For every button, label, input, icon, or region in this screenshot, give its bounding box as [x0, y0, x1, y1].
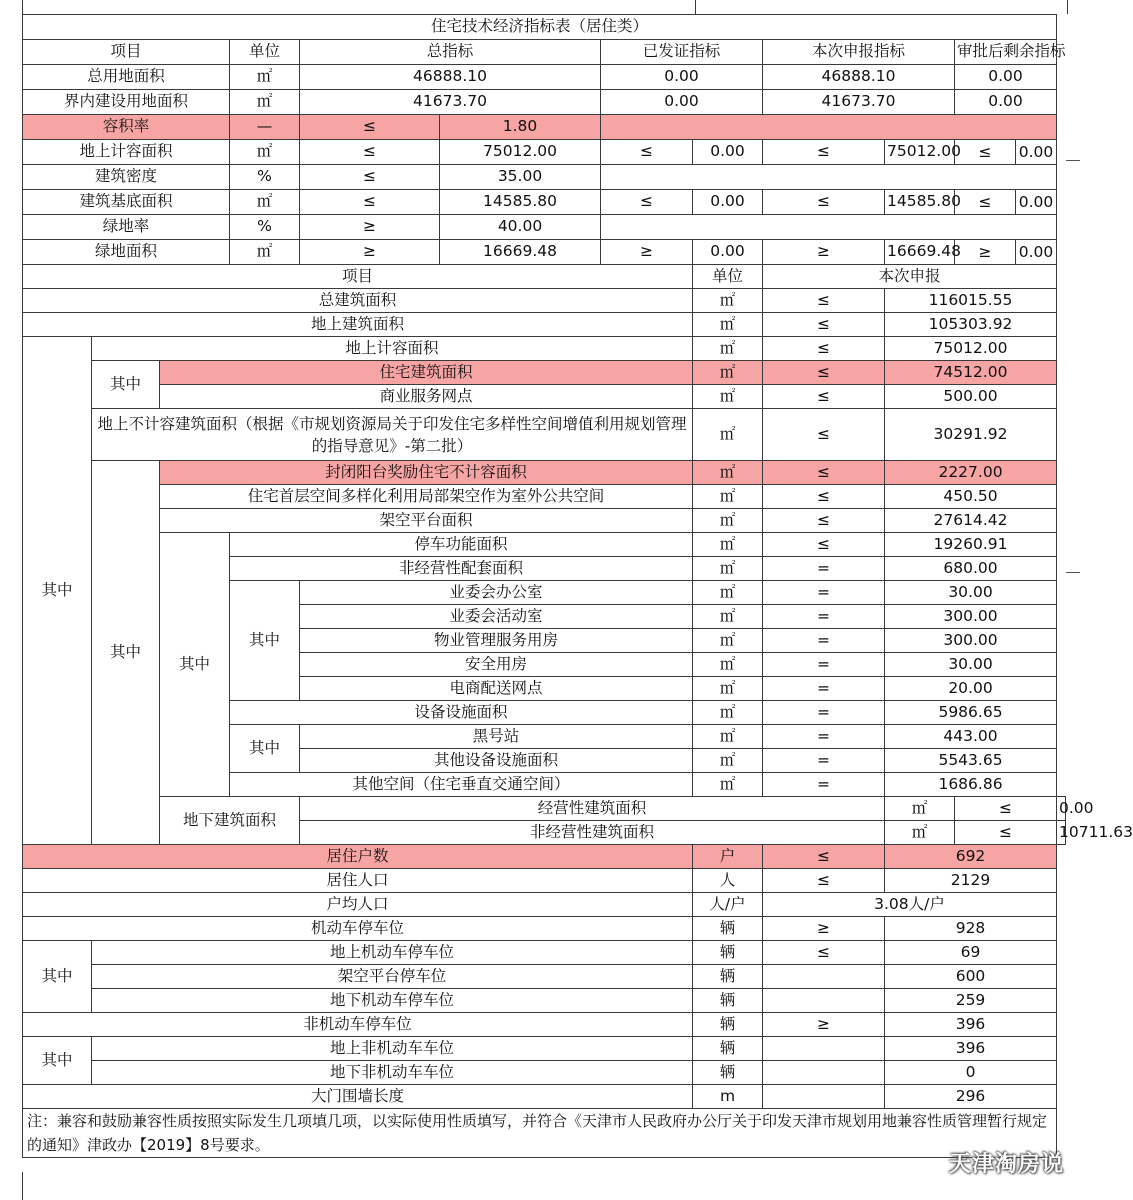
- group-label: 其中: [160, 533, 230, 797]
- table-row: 非经营性配套面积 ㎡ = 680.00: [23, 557, 1066, 581]
- underground-label: 地下建筑面积: [160, 797, 300, 845]
- col-header-remaining: 审批后剩余指标: [955, 40, 1057, 65]
- top-header-row: [23, 40, 1066, 65]
- empty-cell: [601, 165, 1057, 190]
- table-row: 其他设备设施面积 ㎡ = 5543.65: [23, 749, 1066, 773]
- bottom-header-row: [23, 265, 1066, 289]
- table-row: 居住人口 人 ≤ 2129: [23, 869, 1066, 893]
- table-row: 绿地面积 ㎡ ≥ 16669.48 ≥ 0.00 ≥ 16669.48 ≥ 0.00: [23, 240, 1066, 265]
- table-row: 其中 地上机动车停车位 辆 ≤ 69: [23, 941, 1066, 965]
- empty-cell: [601, 215, 1057, 240]
- table-row: 物业管理服务用房 ㎡ = 300.00: [23, 629, 1066, 653]
- table-row: 其中 地上计容面积 ㎡ ≤ 75012.00: [23, 337, 1066, 361]
- table-row: 业委会活动室 ㎡ = 300.00: [23, 605, 1066, 629]
- group-label: 其中: [230, 725, 300, 773]
- table-row: 其他空间（住宅垂直交通空间） ㎡ = 1686.86: [23, 773, 1066, 797]
- col-header-item-2: 项目: [23, 265, 693, 289]
- table-row: 地上建筑面积 ㎡ ≤ 105303.92: [23, 313, 1066, 337]
- table-row: 其中 停车功能面积 ㎡ ≤ 19260.91: [23, 533, 1066, 557]
- table-row: 建筑密度 % ≤ 35.00: [23, 165, 1066, 190]
- empty-cell: [601, 115, 1057, 140]
- col-header-report: 本次申报: [763, 265, 1057, 289]
- edge-mark: [1066, 572, 1080, 573]
- table-row: 地下机动车停车位 辆 259: [23, 989, 1066, 1013]
- table-row: 界内建设用地面积 ㎡ 41673.70 0.00 41673.70 0.00: [23, 90, 1066, 115]
- table-row: 非经营性建筑面积 ㎡ ≤ 10711.63: [23, 821, 1066, 845]
- table-row: 地下非机动车车位 辆 0: [23, 1061, 1066, 1085]
- indicator-table: [22, 14, 1133, 1158]
- col-header-unit: 单位: [230, 40, 300, 65]
- table-row: 居住户数 户 ≤ 692: [23, 845, 1066, 869]
- table-row: 架空平台停车位 辆 600: [23, 965, 1066, 989]
- edge-mark: [1066, 160, 1080, 161]
- table-row: 总用地面积 ㎡ 46888.10 0.00 46888.10 0.00: [23, 65, 1066, 90]
- table-row: 地上不计容建筑面积（根据《市规划资源局关于印发住宅多样性空间增值利用规划管理的指导意见》-第二批） ㎡ ≤ 30291.92: [23, 409, 1066, 461]
- col-header-issued: 已发证指标: [601, 40, 763, 65]
- table-row: 绿地率 % ≥ 40.00: [23, 215, 1066, 240]
- table-row: 其中 黑号站 ㎡ = 443.00: [23, 725, 1066, 749]
- sheet-top-edge: [22, 0, 1068, 14]
- table-row: 安全用房 ㎡ = 30.00: [23, 653, 1066, 677]
- group-label: 其中: [23, 337, 92, 845]
- group-label: 其中: [230, 581, 300, 701]
- footnote: 注：兼容和鼓励兼容性质按照实际发生几项填几项，以实际使用性质填写，并符合《天津市人民政府办公厅关于印发天津市规划用地兼容性质管理暂行规定的通知》津政办【2019】8号要求。: [23, 1109, 1057, 1158]
- col-header-unit-2: 单位: [693, 265, 763, 289]
- table-row: 户均人口 人/户 3.08人/户: [23, 893, 1066, 917]
- table-row: 住宅首层空间多样化利用局部架空作为室外公共空间 ㎡ ≤ 450.50: [23, 485, 1066, 509]
- table-row: 电商配送网点 ㎡ = 20.00: [23, 677, 1066, 701]
- table-row: 容积率 — ≤ 1.80: [23, 115, 1066, 140]
- table-row: 架空平台面积 ㎡ ≤ 27614.42: [23, 509, 1066, 533]
- table-row: 其中 封闭阳台奖励住宅不计容面积 ㎡ ≤ 2227.00: [23, 461, 1066, 485]
- table-row: 其中 地上非机动车车位 辆 396: [23, 1037, 1066, 1061]
- sheet-left-edge: [22, 1172, 23, 1200]
- table-title: 住宅技术经济指标表（居住类）: [23, 15, 1057, 40]
- table-row: 总建筑面积 ㎡ ≤ 116015.55: [23, 289, 1066, 313]
- table-row: 非机动车停车位 辆 ≥ 396: [23, 1013, 1066, 1037]
- table-row: 建筑基底面积 ㎡ ≤ 14585.80 ≤ 0.00 ≤ 14585.80 ≤ 0.00: [23, 190, 1066, 215]
- table-row: 机动车停车位 辆 ≥ 928: [23, 917, 1066, 941]
- table-row: 商业服务网点 ㎡ ≤ 500.00: [23, 385, 1066, 409]
- table-row: 其中 住宅建筑面积 ㎡ ≤ 74512.00: [23, 361, 1066, 385]
- col-header-current: 本次申报指标: [763, 40, 955, 65]
- group-label: 其中: [23, 941, 92, 1013]
- group-label: 其中: [92, 361, 160, 409]
- watermark: 天津淘房说: [948, 1152, 1064, 1177]
- table-row: 设备设施面积 ㎡ = 5986.65: [23, 701, 1066, 725]
- col-header-item: 项目: [23, 40, 230, 65]
- group-label: 其中: [92, 461, 160, 845]
- table-row: 地下建筑面积 经营性建筑面积 ㎡ ≤ 0.00: [23, 797, 1066, 821]
- table-row: 其中 业委会办公室 ㎡ = 30.00: [23, 581, 1066, 605]
- table-row: 地上计容面积 ㎡ ≤ 75012.00 ≤ 0.00 ≤ 75012.00 ≤ 0.00: [23, 140, 1066, 165]
- group-label: 其中: [23, 1037, 92, 1085]
- col-header-total: 总指标: [300, 40, 601, 65]
- table-row: 大门围墙长度 m 296: [23, 1085, 1066, 1109]
